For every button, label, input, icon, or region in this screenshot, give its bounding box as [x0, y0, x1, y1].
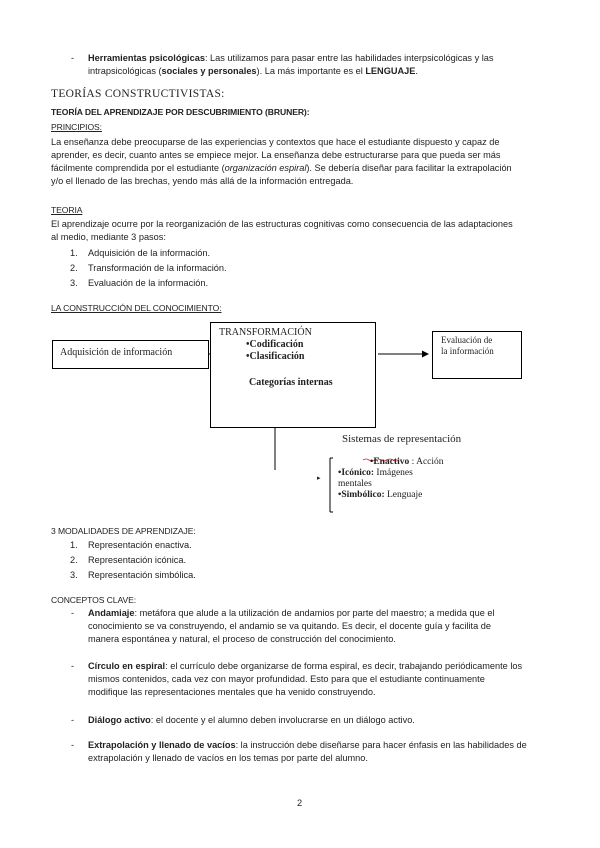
evaluacion-box [432, 331, 522, 379]
herramientas-text1: : Las utilizamos para pasar entre las habilidades interpsicológicas y las [204, 53, 494, 63]
sistemas-list [338, 457, 478, 501]
extrapolacion-line1: : la instrucción debe diseñarse para hacer énfasis en las habilidades de [235, 740, 527, 750]
teoria-line2: al medio, mediante 3 pasos: [51, 232, 166, 242]
extrapolacion-item [88, 739, 558, 765]
list-item-num: 3. [70, 570, 78, 580]
teoria-heading: TEORIA [51, 205, 83, 215]
andamiaje-line3: manera espontánea y natural, el proceso de construcción del conocimiento. [88, 634, 396, 644]
circulo-item [88, 660, 558, 699]
bullet-dash: - [71, 608, 75, 618]
principios-line2: aprender, es decir, cuanto antes se empiece mejor. La enseñanza debe estructurarse para que pueda ser más [51, 150, 501, 160]
list-item-text: Transformación de la información. [88, 263, 227, 273]
extrapolacion-line2: extrapolación y llenado de vacíos en los temas por parte del alumno. [88, 753, 368, 763]
dialogo-line1: : el docente y el alumno deben involucrarse en un diálogo activo. [150, 715, 415, 725]
subtitle: TEORÍA DEL APRENDIZAJE POR DESCUBRIMIENTO (BRUNER): [51, 107, 310, 117]
dialogo-item [88, 714, 558, 727]
simbolico-term: •Simbólico: [338, 490, 385, 500]
dialogo-term: Diálogo activo [88, 715, 151, 725]
bullet-dash: - [71, 661, 75, 671]
herramientas-text2b: sociales y personales [161, 66, 257, 76]
construccion-heading: LA CONSTRUCCIÓN DEL CONOCIMIENTO: [51, 303, 222, 313]
codificacion-label: •Codificación [246, 339, 304, 350]
andamiaje-term: Andamiaje [88, 608, 135, 618]
herramientas-text2d: LENGUAJE [365, 66, 416, 76]
principios-line1: La enseñanza debe preocuparse de las experiencias y contextos que hace el estudiante dispuesto y capaz de [51, 137, 500, 147]
herramientas-text2e: . [415, 66, 418, 76]
simbolico-text: Lenguaje [384, 490, 423, 500]
iconico-text2: mentales [338, 479, 372, 489]
list-item [0, 569, 600, 584]
iconico-text: Imágenes [374, 468, 413, 478]
list-item-num: 1. [70, 248, 78, 258]
list-item-text: Representación simbólica. [88, 570, 196, 580]
enactivo-term: •Enactivo [370, 457, 410, 467]
list-item-num: 2. [70, 555, 78, 565]
bullet-dash: - [71, 715, 75, 725]
transformacion-label: TRANSFORMACIÓN [219, 327, 312, 338]
list-item-text: Representación icónica. [88, 555, 187, 565]
enactivo-text: : Acción [409, 457, 444, 467]
evaluacion-line2: la información [441, 346, 494, 356]
modalidades-heading: 3 MODALIDADES DE APRENDIZAJE: [51, 526, 196, 536]
andamiaje-line1: : metáfora que alude a la utilización de andamios por parte del maestro; a medida que el [134, 608, 495, 618]
list-item-num: 3. [70, 278, 78, 288]
herramientas-text2c: ). La más importante es el [256, 66, 366, 76]
principios-line3a: fácilmente comprendida por el estudiante ( [51, 163, 225, 173]
list-item-text: Adquisición de la información. [88, 248, 211, 258]
list-item [0, 554, 600, 569]
extrapolacion-term: Extrapolación y llenado de vacíos [88, 740, 236, 750]
clasificacion-label: •Clasificación [246, 351, 305, 362]
andamiaje-line2: conocimiento se va construyendo, el andamio se va quitando. Es decir, el docente guía y facilita de [88, 621, 491, 631]
small-arrow-icon: ▸ [317, 475, 321, 482]
categorias-label: Categorías internas [249, 377, 333, 388]
conceptos-heading: CONCEPTOS CLAVE: [51, 595, 136, 605]
section-title: TEORÍAS CONSTRUCTIVISTAS: [51, 88, 225, 100]
circulo-line1: : el currículo debe organizarse de forma espiral, es decir, trabajando periódicamente los [165, 661, 523, 671]
bullet-dash: - [71, 740, 75, 750]
andamiaje-item [88, 607, 558, 646]
circulo-line3: modifique las representaciones mentales que ha venido construyendo. [88, 687, 376, 697]
circulo-term: Círculo en espiral [88, 661, 166, 671]
modalidades-list [0, 539, 600, 584]
list-item-num: 1. [70, 540, 78, 550]
principios-line3b: organización espiral [224, 163, 307, 173]
adquisicion-label: Adquisición de información [60, 347, 173, 358]
bullet-dash: - [71, 53, 75, 63]
page-number: 2 [297, 798, 303, 808]
circulo-line2: mismos contenidos, cada vez con mayor profundidad. Esto para que el estudiante continuamente [88, 674, 485, 684]
herramientas-text2a: intrapsicológicas ( [88, 66, 162, 76]
sistemas-label: Sistemas de representación [342, 433, 462, 445]
iconico-term: •Icónico: [338, 468, 375, 478]
teoria-line1: El aprendizaje ocurre por la reorganización de las estructuras cognitivas como consecuencia de las adaptaciones [51, 219, 513, 229]
list-item-num: 2. [70, 263, 78, 273]
principios-line3c: ). Se debería diseñar para facilitar la extrapolación [306, 163, 512, 173]
principios-heading: PRINCIPIOS: [51, 122, 102, 132]
transformacion-box [210, 322, 376, 428]
evaluacion-line1: Evaluación de [441, 335, 493, 345]
list-item [0, 539, 600, 554]
list-item-text: Evaluación de la información. [88, 278, 209, 288]
principios-line4: y/o el llenado de las brechas, yendo más allá de la información entregada. [51, 176, 354, 186]
list-item-text: Representación enactiva. [88, 540, 192, 550]
herramientas-term: Herramientas psicológicas [88, 53, 205, 63]
